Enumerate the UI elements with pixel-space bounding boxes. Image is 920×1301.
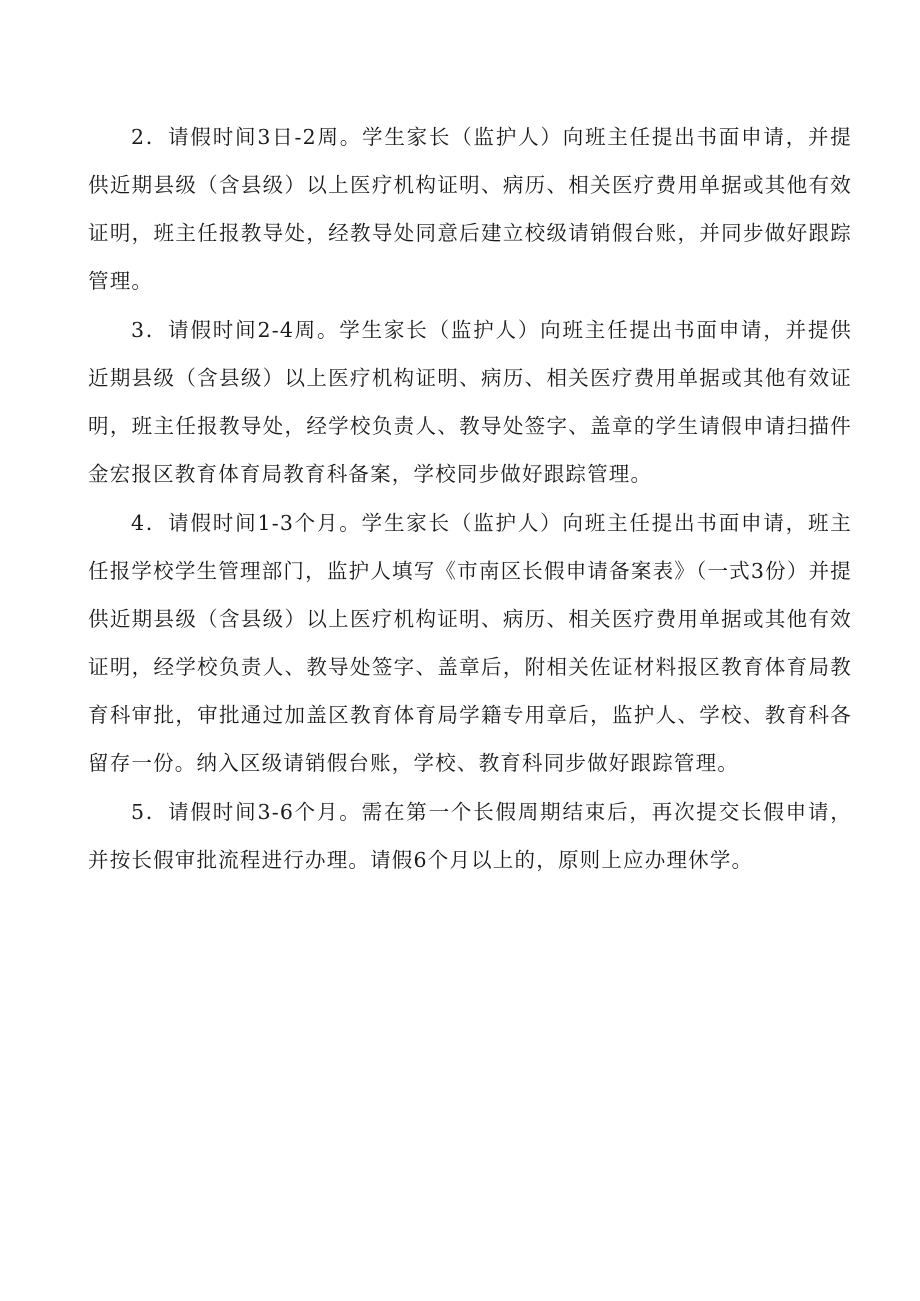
paragraph-leave-2-to-4-weeks: 3．请假时间2-4周。学生家长（监护人）向班主任提出书面申请，并提供近期县级（含县级）以上医疗机构证明、病历、相关医疗费用单据或其他有效证明，班主任报教导处，经学校负责人、教导处签字、盖章的学生请假申请扫描件金宏报区教育体育局教育科备案，学校同步做好跟踪管理。 xyxy=(88,318,852,486)
paragraph-leave-3-to-6-months: 5．请假时间3-6个月。需在第一个长假周期结束后，再次提交长假申请，并按长假审批流程进行办理。请假6个月以上的，原则上应办理休学。 xyxy=(88,800,852,872)
paragraph-leave-1-to-3-months: 4．请假时间1-3个月。学生家长（监护人）向班主任提出书面申请，班主任报学校学生管理部门，监护人填写《市南区长假申请备案表》（一式3份）并提供近期县级（含县级）以上医疗机构证明、病历、相关医疗费用单据或其他有效证明，经学校负责人、教导处签字、盖章后，附相关佐证材料报区教育体育局教育科审批，审批通过加盖区教育体育局学籍专用章后，监护人、学校、教育科各留存一份。纳入区级请销假台账，学校、教育科同步做好跟踪管理。 xyxy=(88,511,852,775)
paragraph-leave-3-days-to-2-weeks: 2．请假时间3日-2周。学生家长（监护人）向班主任提出书面申请，并提供近期县级（含县级）以上医疗机构证明、病历、相关医疗费用单据或其他有效证明，班主任报教导处，经教导处同意后建立校级请销假台账，并同步做好跟踪管理。 xyxy=(88,125,852,293)
